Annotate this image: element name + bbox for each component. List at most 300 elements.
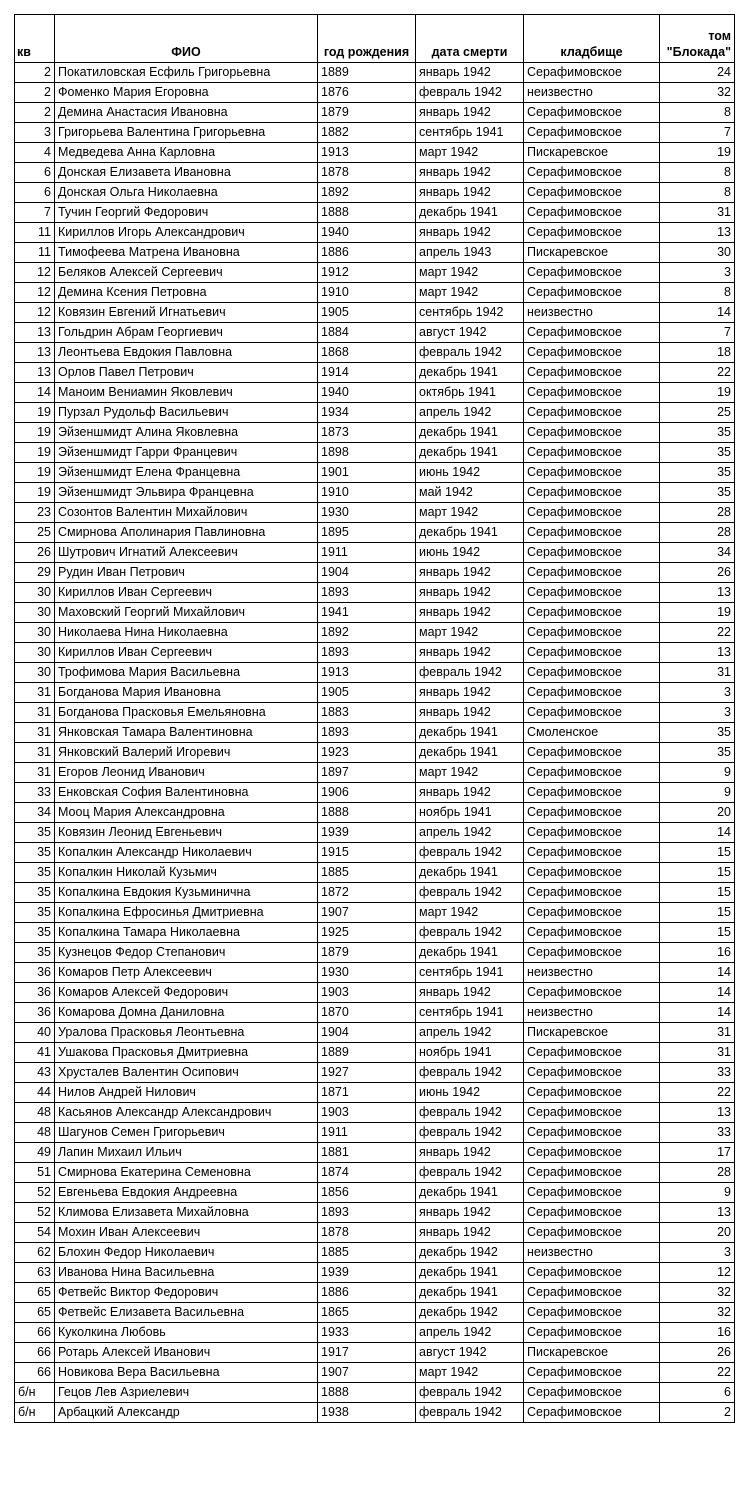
cell-apartment: б/н: [15, 1383, 55, 1403]
cell-birth-year: 1903: [318, 1103, 416, 1123]
cell-full-name: Маноим Вениамин Яковлевич: [55, 383, 318, 403]
cell-death-date: август 1942: [416, 323, 524, 343]
cell-death-date: апрель 1942: [416, 1323, 524, 1343]
cell-cemetery: Серафимовское: [524, 1183, 660, 1203]
cell-full-name: Орлов Павел Петрович: [55, 363, 318, 383]
table-row: [15, 1043, 735, 1063]
cell-cemetery: Серафимовское: [524, 1063, 660, 1083]
cell-cemetery: Серафимовское: [524, 583, 660, 603]
cell-cemetery: Серафимовское: [524, 1303, 660, 1323]
cell-death-date: февраль 1942: [416, 1403, 524, 1423]
cell-volume: 8: [660, 163, 735, 183]
cell-death-date: февраль 1942: [416, 663, 524, 683]
cell-birth-year: 1930: [318, 963, 416, 983]
cell-full-name: Касьянов Александр Александрович: [55, 1103, 318, 1123]
cell-volume: 15: [660, 923, 735, 943]
cell-apartment: 44: [15, 1083, 55, 1103]
cell-apartment: 65: [15, 1303, 55, 1323]
cell-volume: 14: [660, 983, 735, 1003]
table-row: [15, 383, 735, 403]
cell-apartment: 35: [15, 863, 55, 883]
cell-death-date: февраль 1942: [416, 1103, 524, 1123]
cell-apartment: 35: [15, 903, 55, 923]
cell-volume: 15: [660, 883, 735, 903]
table-row: [15, 903, 735, 923]
cell-birth-year: 1882: [318, 123, 416, 143]
cell-death-date: декабрь 1941: [416, 523, 524, 543]
cell-birth-year: 1939: [318, 823, 416, 843]
table-body: [15, 63, 735, 1423]
cell-death-date: июнь 1942: [416, 463, 524, 483]
cell-death-date: март 1942: [416, 143, 524, 163]
cell-birth-year: 1938: [318, 1403, 416, 1423]
cell-death-date: июнь 1942: [416, 543, 524, 563]
cell-volume: 15: [660, 863, 735, 883]
cell-apartment: 31: [15, 683, 55, 703]
cell-death-date: январь 1942: [416, 643, 524, 663]
table-row: [15, 843, 735, 863]
cell-birth-year: 1883: [318, 703, 416, 723]
cell-volume: 7: [660, 323, 735, 343]
cell-volume: 31: [660, 203, 735, 223]
cell-death-date: декабрь 1941: [416, 1283, 524, 1303]
cell-death-date: сентябрь 1941: [416, 963, 524, 983]
cell-full-name: Николаева Нина Николаевна: [55, 623, 318, 643]
cell-volume: 14: [660, 963, 735, 983]
cell-death-date: декабрь 1941: [416, 723, 524, 743]
table-row: [15, 343, 735, 363]
table-row: [15, 563, 735, 583]
cell-cemetery: Серафимовское: [524, 1263, 660, 1283]
table-row: [15, 683, 735, 703]
cell-apartment: 30: [15, 583, 55, 603]
cell-volume: 32: [660, 1283, 735, 1303]
cell-full-name: Трофимова Мария Васильевна: [55, 663, 318, 683]
cell-apartment: 4: [15, 143, 55, 163]
cell-birth-year: 1888: [318, 203, 416, 223]
cell-apartment: 13: [15, 323, 55, 343]
cell-full-name: Фоменко Мария Егоровна: [55, 83, 318, 103]
cell-death-date: март 1942: [416, 263, 524, 283]
cell-death-date: июнь 1942: [416, 1083, 524, 1103]
cell-apartment: 12: [15, 283, 55, 303]
cell-death-date: апрель 1943: [416, 243, 524, 263]
cell-cemetery: Серафимовское: [524, 403, 660, 423]
table-row: [15, 403, 735, 423]
cell-death-date: январь 1942: [416, 223, 524, 243]
cell-volume: 31: [660, 1043, 735, 1063]
cell-apartment: 29: [15, 563, 55, 583]
cell-death-date: март 1942: [416, 1363, 524, 1383]
cell-volume: 13: [660, 643, 735, 663]
table-row: [15, 1383, 735, 1403]
cell-volume: 26: [660, 563, 735, 583]
header-volume: том "Блокада": [660, 15, 735, 63]
cell-apartment: 36: [15, 1003, 55, 1023]
cell-apartment: 7: [15, 203, 55, 223]
table-row: [15, 803, 735, 823]
table-row: [15, 1303, 735, 1323]
cell-cemetery: Серафимовское: [524, 1403, 660, 1423]
cell-death-date: апрель 1942: [416, 403, 524, 423]
cell-cemetery: Серафимовское: [524, 343, 660, 363]
cell-volume: 13: [660, 1103, 735, 1123]
cell-cemetery: Серафимовское: [524, 783, 660, 803]
cell-death-date: февраль 1942: [416, 843, 524, 863]
cell-volume: 35: [660, 423, 735, 443]
cell-cemetery: Серафимовское: [524, 1283, 660, 1303]
cell-birth-year: 1939: [318, 1263, 416, 1283]
cell-volume: 28: [660, 1163, 735, 1183]
table-row: [15, 1123, 735, 1143]
cell-death-date: декабрь 1941: [416, 1183, 524, 1203]
cell-birth-year: 1893: [318, 583, 416, 603]
cell-volume: 19: [660, 143, 735, 163]
cell-full-name: Тучин Георгий Федорович: [55, 203, 318, 223]
cell-apartment: 36: [15, 983, 55, 1003]
cell-cemetery: Серафимовское: [524, 463, 660, 483]
cell-full-name: Кириллов Иван Сергеевич: [55, 643, 318, 663]
table-row: [15, 503, 735, 523]
cell-apartment: 65: [15, 1283, 55, 1303]
cell-volume: 8: [660, 183, 735, 203]
cell-death-date: октябрь 1941: [416, 383, 524, 403]
cell-full-name: Ушакова Прасковья Дмитриевна: [55, 1043, 318, 1063]
cell-volume: 35: [660, 483, 735, 503]
cell-apartment: 48: [15, 1123, 55, 1143]
cell-apartment: 54: [15, 1223, 55, 1243]
cell-apartment: 25: [15, 523, 55, 543]
cell-birth-year: 1888: [318, 1383, 416, 1403]
cell-full-name: Шутрович Игнатий Алексеевич: [55, 543, 318, 563]
table-row: [15, 703, 735, 723]
cell-full-name: Кириллов Иван Сергеевич: [55, 583, 318, 603]
cell-cemetery: Серафимовское: [524, 183, 660, 203]
cell-birth-year: 1925: [318, 923, 416, 943]
cell-death-date: август 1942: [416, 1343, 524, 1363]
cell-cemetery: Серафимовское: [524, 1143, 660, 1163]
cell-birth-year: 1915: [318, 843, 416, 863]
cell-apartment: 19: [15, 423, 55, 443]
cell-apartment: 31: [15, 743, 55, 763]
cell-death-date: январь 1942: [416, 1223, 524, 1243]
cell-cemetery: Серафимовское: [524, 1323, 660, 1343]
cell-volume: 33: [660, 1123, 735, 1143]
cell-full-name: Смирнова Екатерина Семеновна: [55, 1163, 318, 1183]
table-row: [15, 643, 735, 663]
cell-cemetery: Серафимовское: [524, 523, 660, 543]
cell-full-name: Богданова Мария Ивановна: [55, 683, 318, 703]
table-row: [15, 1063, 735, 1083]
cell-apartment: 13: [15, 363, 55, 383]
cell-apartment: 33: [15, 783, 55, 803]
cell-volume: 33: [660, 1063, 735, 1083]
cell-full-name: Демина Анастасия Ивановна: [55, 103, 318, 123]
cell-cemetery: неизвестно: [524, 1003, 660, 1023]
table-row: [15, 863, 735, 883]
cell-cemetery: Серафимовское: [524, 503, 660, 523]
cell-full-name: Копалкин Александр Николаевич: [55, 843, 318, 863]
cell-volume: 12: [660, 1263, 735, 1283]
header-row: [15, 15, 735, 63]
cell-volume: 35: [660, 443, 735, 463]
cell-full-name: Смирнова Аполинария Павлиновна: [55, 523, 318, 543]
table-row: [15, 163, 735, 183]
cell-birth-year: 1885: [318, 1243, 416, 1263]
cell-birth-year: 1934: [318, 403, 416, 423]
cell-volume: 24: [660, 63, 735, 83]
table-row: [15, 1103, 735, 1123]
cell-cemetery: Серафимовское: [524, 1383, 660, 1403]
cell-death-date: январь 1942: [416, 63, 524, 83]
cell-birth-year: 1892: [318, 623, 416, 643]
cell-cemetery: Серафимовское: [524, 1083, 660, 1103]
cell-apartment: 48: [15, 1103, 55, 1123]
table-row: [15, 543, 735, 563]
cell-volume: 35: [660, 743, 735, 763]
cell-death-date: декабрь 1941: [416, 943, 524, 963]
cell-death-date: декабрь 1941: [416, 423, 524, 443]
cell-apartment: 34: [15, 803, 55, 823]
table-row: [15, 1083, 735, 1103]
cell-cemetery: Серафимовское: [524, 603, 660, 623]
cell-apartment: 19: [15, 443, 55, 463]
cell-volume: 9: [660, 783, 735, 803]
table-row: [15, 1403, 735, 1423]
cell-apartment: 62: [15, 1243, 55, 1263]
table-row: [15, 523, 735, 543]
cell-volume: 32: [660, 1303, 735, 1323]
table-row: [15, 223, 735, 243]
cell-death-date: январь 1942: [416, 703, 524, 723]
cell-full-name: Копалкина Ефросинья Дмитриевна: [55, 903, 318, 923]
cell-volume: 9: [660, 763, 735, 783]
cell-cemetery: Серафимовское: [524, 683, 660, 703]
cell-apartment: 2: [15, 63, 55, 83]
cell-full-name: Тимофеева Матрена Ивановна: [55, 243, 318, 263]
cell-apartment: 66: [15, 1363, 55, 1383]
cell-cemetery: Серафимовское: [524, 123, 660, 143]
table-row: [15, 423, 735, 443]
cell-death-date: декабрь 1942: [416, 1243, 524, 1263]
cell-birth-year: 1895: [318, 523, 416, 543]
cell-volume: 15: [660, 903, 735, 923]
cell-death-date: апрель 1942: [416, 1023, 524, 1043]
cell-cemetery: Серафимовское: [524, 1103, 660, 1123]
table-row: [15, 443, 735, 463]
cell-volume: 22: [660, 623, 735, 643]
cell-death-date: март 1942: [416, 763, 524, 783]
table-row: [15, 303, 735, 323]
cell-cemetery: Серафимовское: [524, 1203, 660, 1223]
cell-volume: 17: [660, 1143, 735, 1163]
cell-cemetery: Серафимовское: [524, 703, 660, 723]
cell-apartment: 35: [15, 843, 55, 863]
cell-birth-year: 1893: [318, 723, 416, 743]
cell-birth-year: 1923: [318, 743, 416, 763]
cell-volume: 25: [660, 403, 735, 423]
cell-death-date: февраль 1942: [416, 883, 524, 903]
cell-full-name: Леонтьева Евдокия Павловна: [55, 343, 318, 363]
table-row: [15, 1023, 735, 1043]
cell-apartment: 31: [15, 763, 55, 783]
cell-volume: 22: [660, 1363, 735, 1383]
table-row: [15, 723, 735, 743]
cell-volume: 14: [660, 1003, 735, 1023]
cell-birth-year: 1884: [318, 323, 416, 343]
table-row: [15, 823, 735, 843]
cell-full-name: Куколкина Любовь: [55, 1323, 318, 1343]
cell-apartment: 19: [15, 403, 55, 423]
cell-volume: 16: [660, 943, 735, 963]
cell-birth-year: 1871: [318, 1083, 416, 1103]
cell-full-name: Медведева Анна Карловна: [55, 143, 318, 163]
cell-apartment: 12: [15, 263, 55, 283]
cell-volume: 13: [660, 1203, 735, 1223]
cell-birth-year: 1888: [318, 803, 416, 823]
cell-cemetery: Серафимовское: [524, 263, 660, 283]
cell-death-date: февраль 1942: [416, 1383, 524, 1403]
cell-volume: 8: [660, 103, 735, 123]
cell-volume: 16: [660, 1323, 735, 1343]
cell-death-date: январь 1942: [416, 1203, 524, 1223]
cell-full-name: Янковская Тамара Валентиновна: [55, 723, 318, 743]
cell-cemetery: Серафимовское: [524, 423, 660, 443]
cell-volume: 22: [660, 363, 735, 383]
table-row: [15, 623, 735, 643]
cell-full-name: Фетвейс Виктор Федорович: [55, 1283, 318, 1303]
cell-birth-year: 1878: [318, 1223, 416, 1243]
cell-birth-year: 1940: [318, 223, 416, 243]
table-row: [15, 203, 735, 223]
cell-death-date: январь 1942: [416, 983, 524, 1003]
header-death-date: дата смерти: [416, 15, 524, 63]
table-row: [15, 1163, 735, 1183]
cell-full-name: Шагунов Семен Григорьевич: [55, 1123, 318, 1143]
cell-cemetery: Серафимовское: [524, 103, 660, 123]
cell-death-date: январь 1942: [416, 183, 524, 203]
cell-full-name: Климова Елизавета Михайловна: [55, 1203, 318, 1223]
cell-birth-year: 1904: [318, 1023, 416, 1043]
cell-volume: 31: [660, 1023, 735, 1043]
cell-full-name: Комаров Алексей Федорович: [55, 983, 318, 1003]
cell-cemetery: Серафимовское: [524, 763, 660, 783]
cell-death-date: декабрь 1942: [416, 1303, 524, 1323]
cell-volume: 30: [660, 243, 735, 263]
cell-cemetery: Серафимовское: [524, 363, 660, 383]
table-row: [15, 1323, 735, 1343]
cell-apartment: 49: [15, 1143, 55, 1163]
cell-birth-year: 1868: [318, 343, 416, 363]
cell-apartment: 6: [15, 163, 55, 183]
cell-volume: 31: [660, 663, 735, 683]
cell-birth-year: 1879: [318, 943, 416, 963]
cell-apartment: 40: [15, 1023, 55, 1043]
cell-volume: 26: [660, 1343, 735, 1363]
cell-death-date: май 1942: [416, 483, 524, 503]
cell-death-date: март 1942: [416, 623, 524, 643]
cell-full-name: Копалкин Николай Кузьмич: [55, 863, 318, 883]
cell-birth-year: 1865: [318, 1303, 416, 1323]
cell-apartment: 19: [15, 483, 55, 503]
table-row: [15, 483, 735, 503]
cell-cemetery: Серафимовское: [524, 1163, 660, 1183]
cell-volume: 35: [660, 463, 735, 483]
cell-birth-year: 1913: [318, 663, 416, 683]
cell-cemetery: Пискаревское: [524, 1023, 660, 1043]
cell-apartment: 66: [15, 1343, 55, 1363]
table-row: [15, 1223, 735, 1243]
cell-volume: 6: [660, 1383, 735, 1403]
cell-death-date: декабрь 1941: [416, 863, 524, 883]
cell-full-name: Новикова Вера Васильевна: [55, 1363, 318, 1383]
cell-birth-year: 1874: [318, 1163, 416, 1183]
cell-death-date: март 1942: [416, 503, 524, 523]
cell-birth-year: 1897: [318, 763, 416, 783]
cell-death-date: сентябрь 1941: [416, 123, 524, 143]
cell-apartment: 63: [15, 1263, 55, 1283]
cell-apartment: 30: [15, 603, 55, 623]
cell-cemetery: Серафимовское: [524, 863, 660, 883]
cell-death-date: январь 1942: [416, 603, 524, 623]
burial-records-table: [14, 14, 735, 1423]
cell-volume: 20: [660, 803, 735, 823]
cell-full-name: Беляков Алексей Сергеевич: [55, 263, 318, 283]
cell-apartment: 52: [15, 1183, 55, 1203]
cell-volume: 19: [660, 383, 735, 403]
cell-volume: 28: [660, 503, 735, 523]
cell-volume: 14: [660, 303, 735, 323]
table-row: [15, 1143, 735, 1163]
table-row: [15, 663, 735, 683]
cell-birth-year: 1904: [318, 563, 416, 583]
cell-cemetery: Серафимовское: [524, 1363, 660, 1383]
cell-apartment: 51: [15, 1163, 55, 1183]
cell-death-date: март 1942: [416, 283, 524, 303]
cell-volume: 9: [660, 1183, 735, 1203]
cell-birth-year: 1914: [318, 363, 416, 383]
table-row: [15, 1283, 735, 1303]
table-row: [15, 983, 735, 1003]
cell-volume: 28: [660, 523, 735, 543]
cell-full-name: Копалкина Тамара Николаевна: [55, 923, 318, 943]
cell-death-date: январь 1942: [416, 583, 524, 603]
cell-birth-year: 1898: [318, 443, 416, 463]
cell-full-name: Эйзеншмидт Гарри Францевич: [55, 443, 318, 463]
cell-full-name: Покатиловская Есфиль Григорьевна: [55, 63, 318, 83]
cell-apartment: 35: [15, 883, 55, 903]
table-row: [15, 1203, 735, 1223]
cell-apartment: 35: [15, 823, 55, 843]
cell-full-name: Ковязин Леонид Евгеньевич: [55, 823, 318, 843]
table-row: [15, 243, 735, 263]
cell-cemetery: Серафимовское: [524, 563, 660, 583]
cell-volume: 20: [660, 1223, 735, 1243]
table-row: [15, 123, 735, 143]
cell-full-name: Эйзеншмидт Елена Францевна: [55, 463, 318, 483]
table-row: [15, 283, 735, 303]
cell-birth-year: 1893: [318, 1203, 416, 1223]
cell-apartment: 11: [15, 243, 55, 263]
cell-cemetery: Серафимовское: [524, 643, 660, 663]
header-apartment: кв: [15, 15, 55, 63]
cell-apartment: 23: [15, 503, 55, 523]
cell-cemetery: неизвестно: [524, 963, 660, 983]
cell-cemetery: неизвестно: [524, 83, 660, 103]
cell-volume: 13: [660, 223, 735, 243]
cell-volume: 34: [660, 543, 735, 563]
cell-cemetery: Серафимовское: [524, 743, 660, 763]
